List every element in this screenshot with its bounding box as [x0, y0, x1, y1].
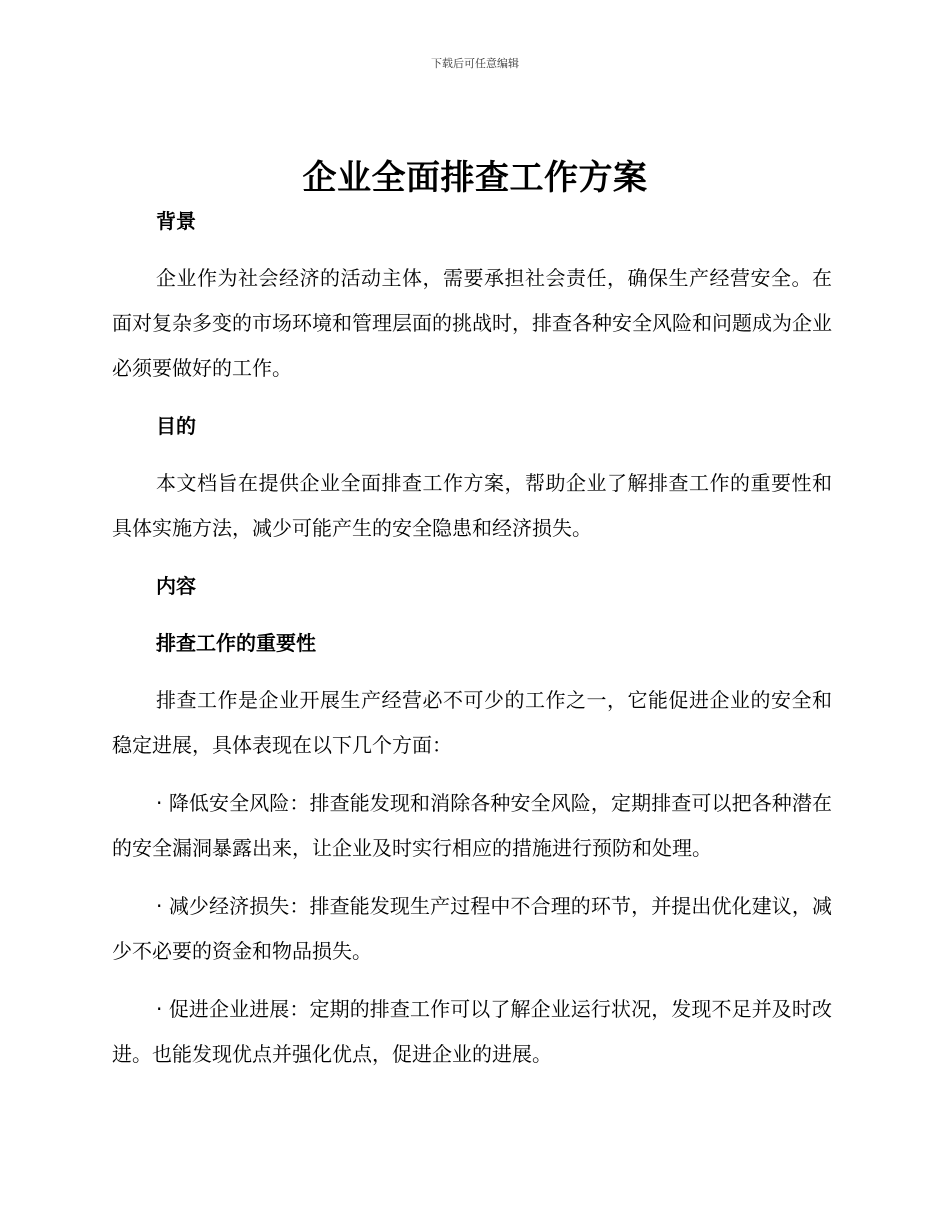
- section-heading-background: 背景: [156, 209, 196, 233]
- bullet-item-reduce-risk: · 降低安全风险：排查能发现和消除各种安全风险，定期排查可以把各种潜在的安全漏洞暴露出来，让企业及时实行相应的措施进行预防和处理。: [112, 791, 832, 860]
- document-body: [112, 199, 832, 1077]
- document-title: 企业全面排查工作方案: [302, 158, 648, 198]
- paragraph-purpose: 本文档旨在提供企业全面排查工作方案，帮助企业了解排查工作的重要性和具体实施方法，减少可能产生的安全隐患和经济损失。: [112, 471, 832, 540]
- bullet-item-reduce-loss: · 减少经济损失：排查能发现生产过程中不合理的环节，并提出优化建议，减少不必要的资金和物品损失。: [112, 894, 832, 963]
- paragraph-background: 企业作为社会经济的活动主体，需要承担社会责任，确保生产经营安全。在面对复杂多变的市场环境和管理层面的挑战时，排查各种安全风险和问题成为企业必须要做好的工作。: [112, 266, 832, 380]
- paragraph-importance-intro: 排查工作是企业开展生产经营必不可少的工作之一，它能促进企业的安全和稳定进展，具体表现在以下几个方面：: [112, 688, 832, 757]
- subsection-heading-importance: 排查工作的重要性: [156, 631, 316, 655]
- section-heading-purpose: 目的: [156, 414, 196, 438]
- section-heading-content: 内容: [156, 574, 196, 598]
- page-header-note: 下载后可任意编辑: [431, 57, 519, 70]
- bullet-item-promote-progress: · 促进企业进展：定期的排查工作可以了解企业运行状况，发现不足并及时改进。也能发现优点并强化优点，促进企业的进展。: [112, 997, 832, 1066]
